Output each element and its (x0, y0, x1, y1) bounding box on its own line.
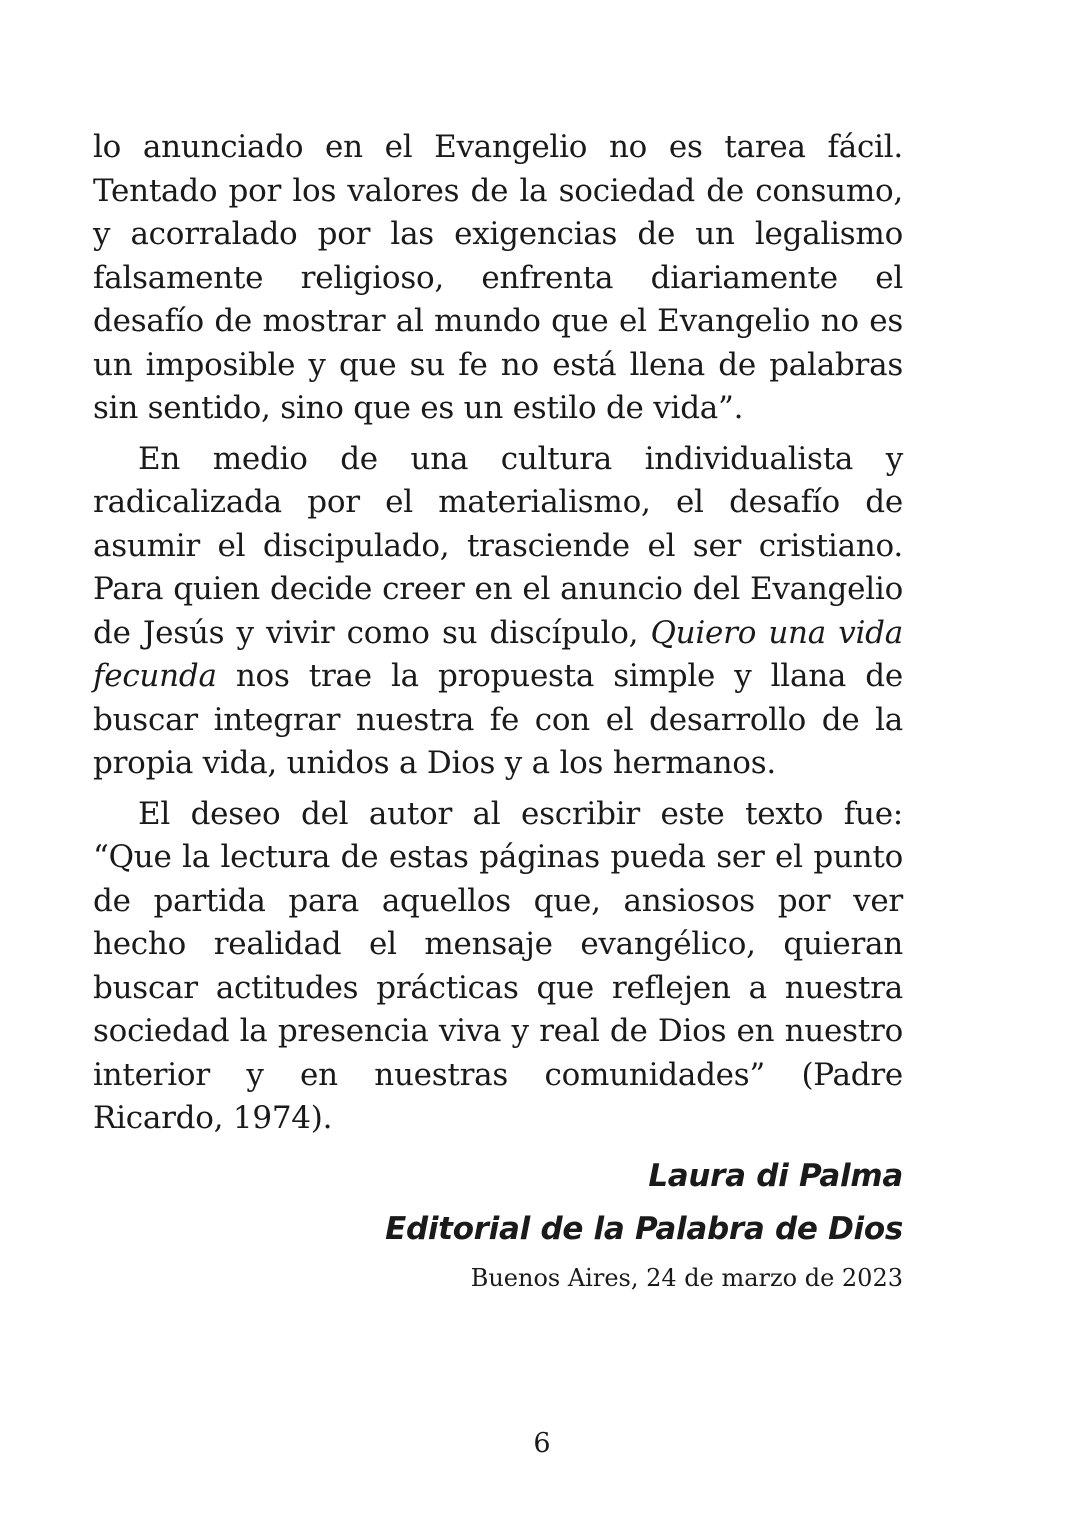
paragraph-2 (93, 438, 903, 786)
body-text (93, 126, 903, 1148)
signature-organization: Editorial de la Palabra de Dios (385, 1211, 903, 1247)
signature-name: Laura di Palma (648, 1158, 903, 1194)
book-title: Quiero una vida fecunda (93, 614, 903, 694)
page-number: 6 (533, 1428, 551, 1459)
signature-block (385, 1150, 903, 1298)
paragraph-1: lo anunciado en el Evangelio no es tarea fácil. Tentado por los valores de la sociedad de consumo, y acorralado por las exigencias de un legalismo falsamente religioso, enfrenta diariamente el desafío de mostrar al mundo que el Evangelio no es un imposible y que su fe no está llena de palabras sin sentido, sino que es un estilo de vida”. (93, 129, 903, 426)
paragraph-2-text-start: En medio de una cultura individualista y radicalizada por el materialismo, el desafío de asumir el discipulado, trasciende el ser cristiano. Para quien decide creer en el anuncio del Evangelio de Jesús y vivir como su discípulo, (93, 440, 903, 651)
paragraph-2-text-end: nos trae la propuesta simple y llana de buscar integrar nuestra fe con el desarrollo de la propia vida, unidos a Dios y a los hermanos. (93, 658, 903, 781)
signature-place-date: Buenos Aires, 24 de marzo de 2023 (470, 1264, 903, 1292)
paragraph-3: El deseo del autor al escribir este texto fue: “Que la lectura de estas páginas pueda ser el punto de partida para aquellos que, ansiosos por ver hecho realidad el mensaje evangélico, quieran buscar actitudes prácticas que reflejen a nuestra sociedad la presencia viva y real de Dios en nuestro interior y en nuestras comunidades” (Padre Ricardo, 1974). (93, 795, 903, 1136)
